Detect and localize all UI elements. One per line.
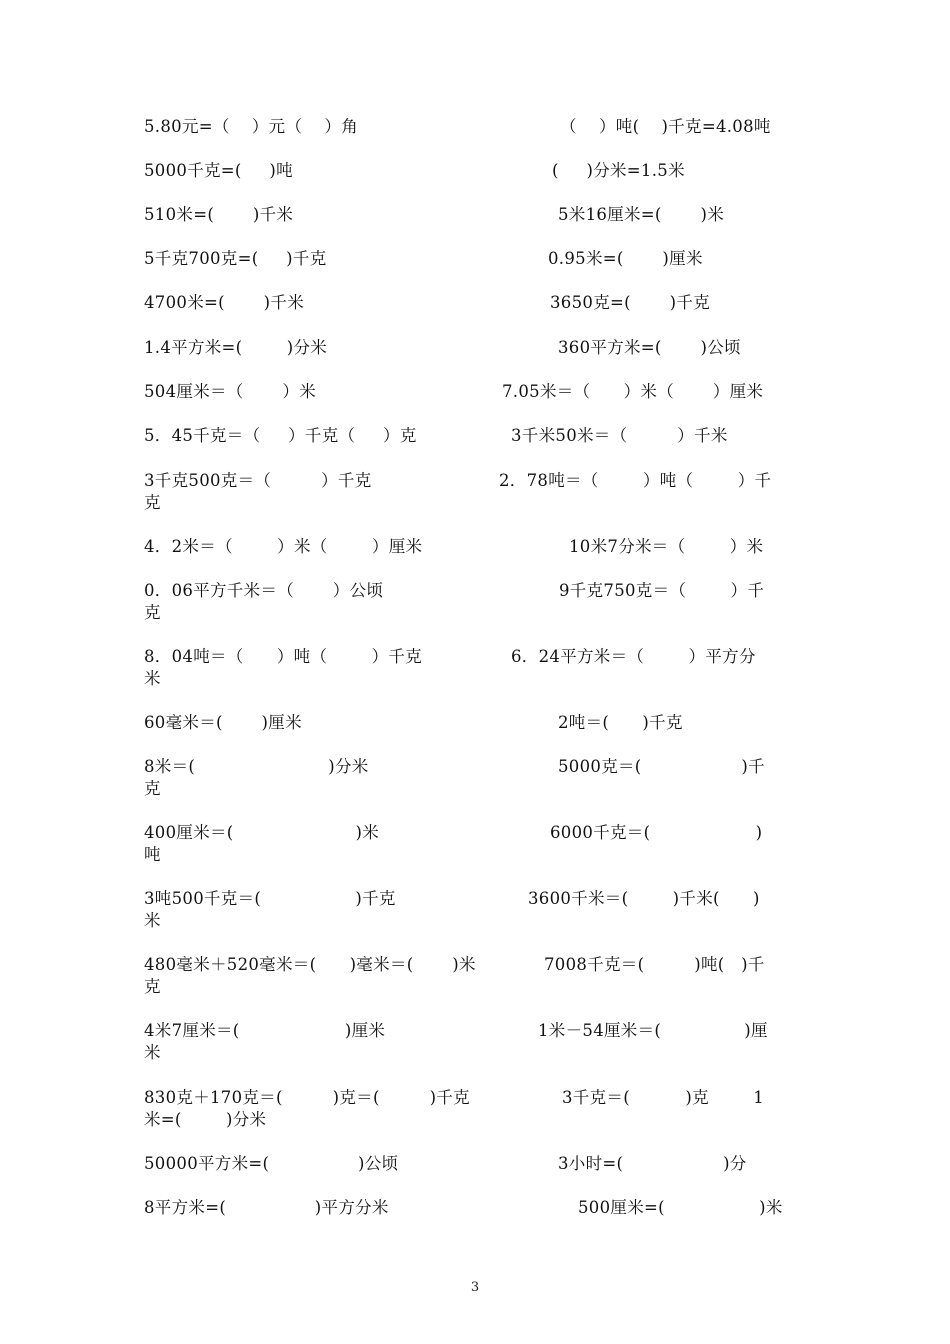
right-problem: 7.05米＝（ ）米（ ）厘米	[502, 382, 764, 401]
left-problem: 4700米=( )千米	[144, 293, 305, 312]
right-problem: （ ）吨( )千克=4.08吨	[560, 117, 771, 136]
wrapped-text: 米=( )分米	[144, 1110, 267, 1129]
left-problem: 4．2米＝（ ）米（ ）厘米	[144, 537, 423, 556]
right-problem: 2．78吨＝（ ）吨（ ）千	[499, 471, 772, 490]
left-problem: 8米＝( )分米	[144, 757, 369, 776]
right-problem: 6000千克＝( )	[550, 823, 763, 842]
left-problem: 1.4平方米=( )分米	[144, 338, 328, 357]
right-problem: 5000克＝( )千	[558, 757, 765, 776]
left-problem: 5．45千克＝（ ）千克（ ）克	[144, 426, 417, 445]
wrapped-text: 米	[144, 1043, 161, 1062]
wrapped-text: 克	[144, 779, 161, 798]
left-problem: 3吨500千克＝( )千克	[144, 889, 396, 908]
left-problem: 5000千克=( )吨	[144, 161, 293, 180]
right-problem: 3千米50米＝（ ）千米	[511, 426, 728, 445]
left-problem: 60毫米＝( )厘米	[144, 713, 302, 732]
left-problem: 5千克700克=( )千克	[144, 249, 327, 268]
right-problem: 1米－54厘米＝( )厘	[538, 1021, 768, 1040]
left-problem: 5.80元=（ ）元（ ）角	[144, 117, 359, 136]
wrapped-text: 米	[144, 911, 161, 930]
left-problem: 480毫米＋520毫米＝( )毫米＝( )米	[144, 955, 476, 974]
right-problem: ( )分米=1.5米	[552, 161, 685, 180]
right-problem: 0.95米=( )厘米	[548, 249, 703, 268]
right-problem: 9千克750克＝（ ）千	[559, 581, 765, 600]
wrapped-text: 吨	[144, 845, 161, 864]
right-problem: 5米16厘米=( )米	[558, 205, 725, 224]
left-problem: 504厘米＝（ ）米	[144, 382, 317, 401]
left-problem: 830克＋170克＝( )克＝( )千克	[144, 1088, 470, 1107]
wrapped-text: 克	[144, 603, 161, 622]
right-problem: 10米7分米＝（ ）米	[569, 537, 764, 556]
right-problem: 2吨＝( )千克	[558, 713, 683, 732]
right-problem: 3600千米＝( )千米( )	[528, 889, 760, 908]
right-problem: 7008千克＝( )吨( )千	[544, 955, 765, 974]
list-item	[144, 1197, 814, 1285]
left-problem: 8．04吨＝（ ）吨（ ）千克	[144, 647, 423, 666]
wrapped-text: 克	[144, 977, 161, 996]
left-problem: 510米=( )千米	[144, 205, 294, 224]
left-problem: 400厘米＝( )米	[144, 823, 380, 842]
left-problem: 0．06平方千米＝（ ）公顷	[144, 581, 384, 600]
right-problem: 500厘米=( )米	[578, 1198, 783, 1217]
right-problem: 360平方米=( )公顷	[558, 338, 741, 357]
left-problem: 8平方米=( )平方分米	[144, 1198, 389, 1217]
left-problem: 50000平方米=( )公顷	[144, 1154, 399, 1173]
page-number: 3	[470, 1280, 480, 1295]
right-problem: 3千克＝( )克 1	[562, 1088, 765, 1107]
left-problem: 4米7厘米＝( )厘米	[144, 1021, 386, 1040]
wrapped-text: 克	[144, 493, 161, 512]
right-problem: 3650克=( )千克	[550, 293, 711, 312]
left-problem: 3千克500克＝（ ）千克	[144, 471, 372, 490]
right-problem: 3小时=( )分	[558, 1154, 747, 1173]
right-problem: 6．24平方米＝（ ）平方分	[511, 647, 756, 666]
wrapped-text: 米	[144, 669, 161, 688]
